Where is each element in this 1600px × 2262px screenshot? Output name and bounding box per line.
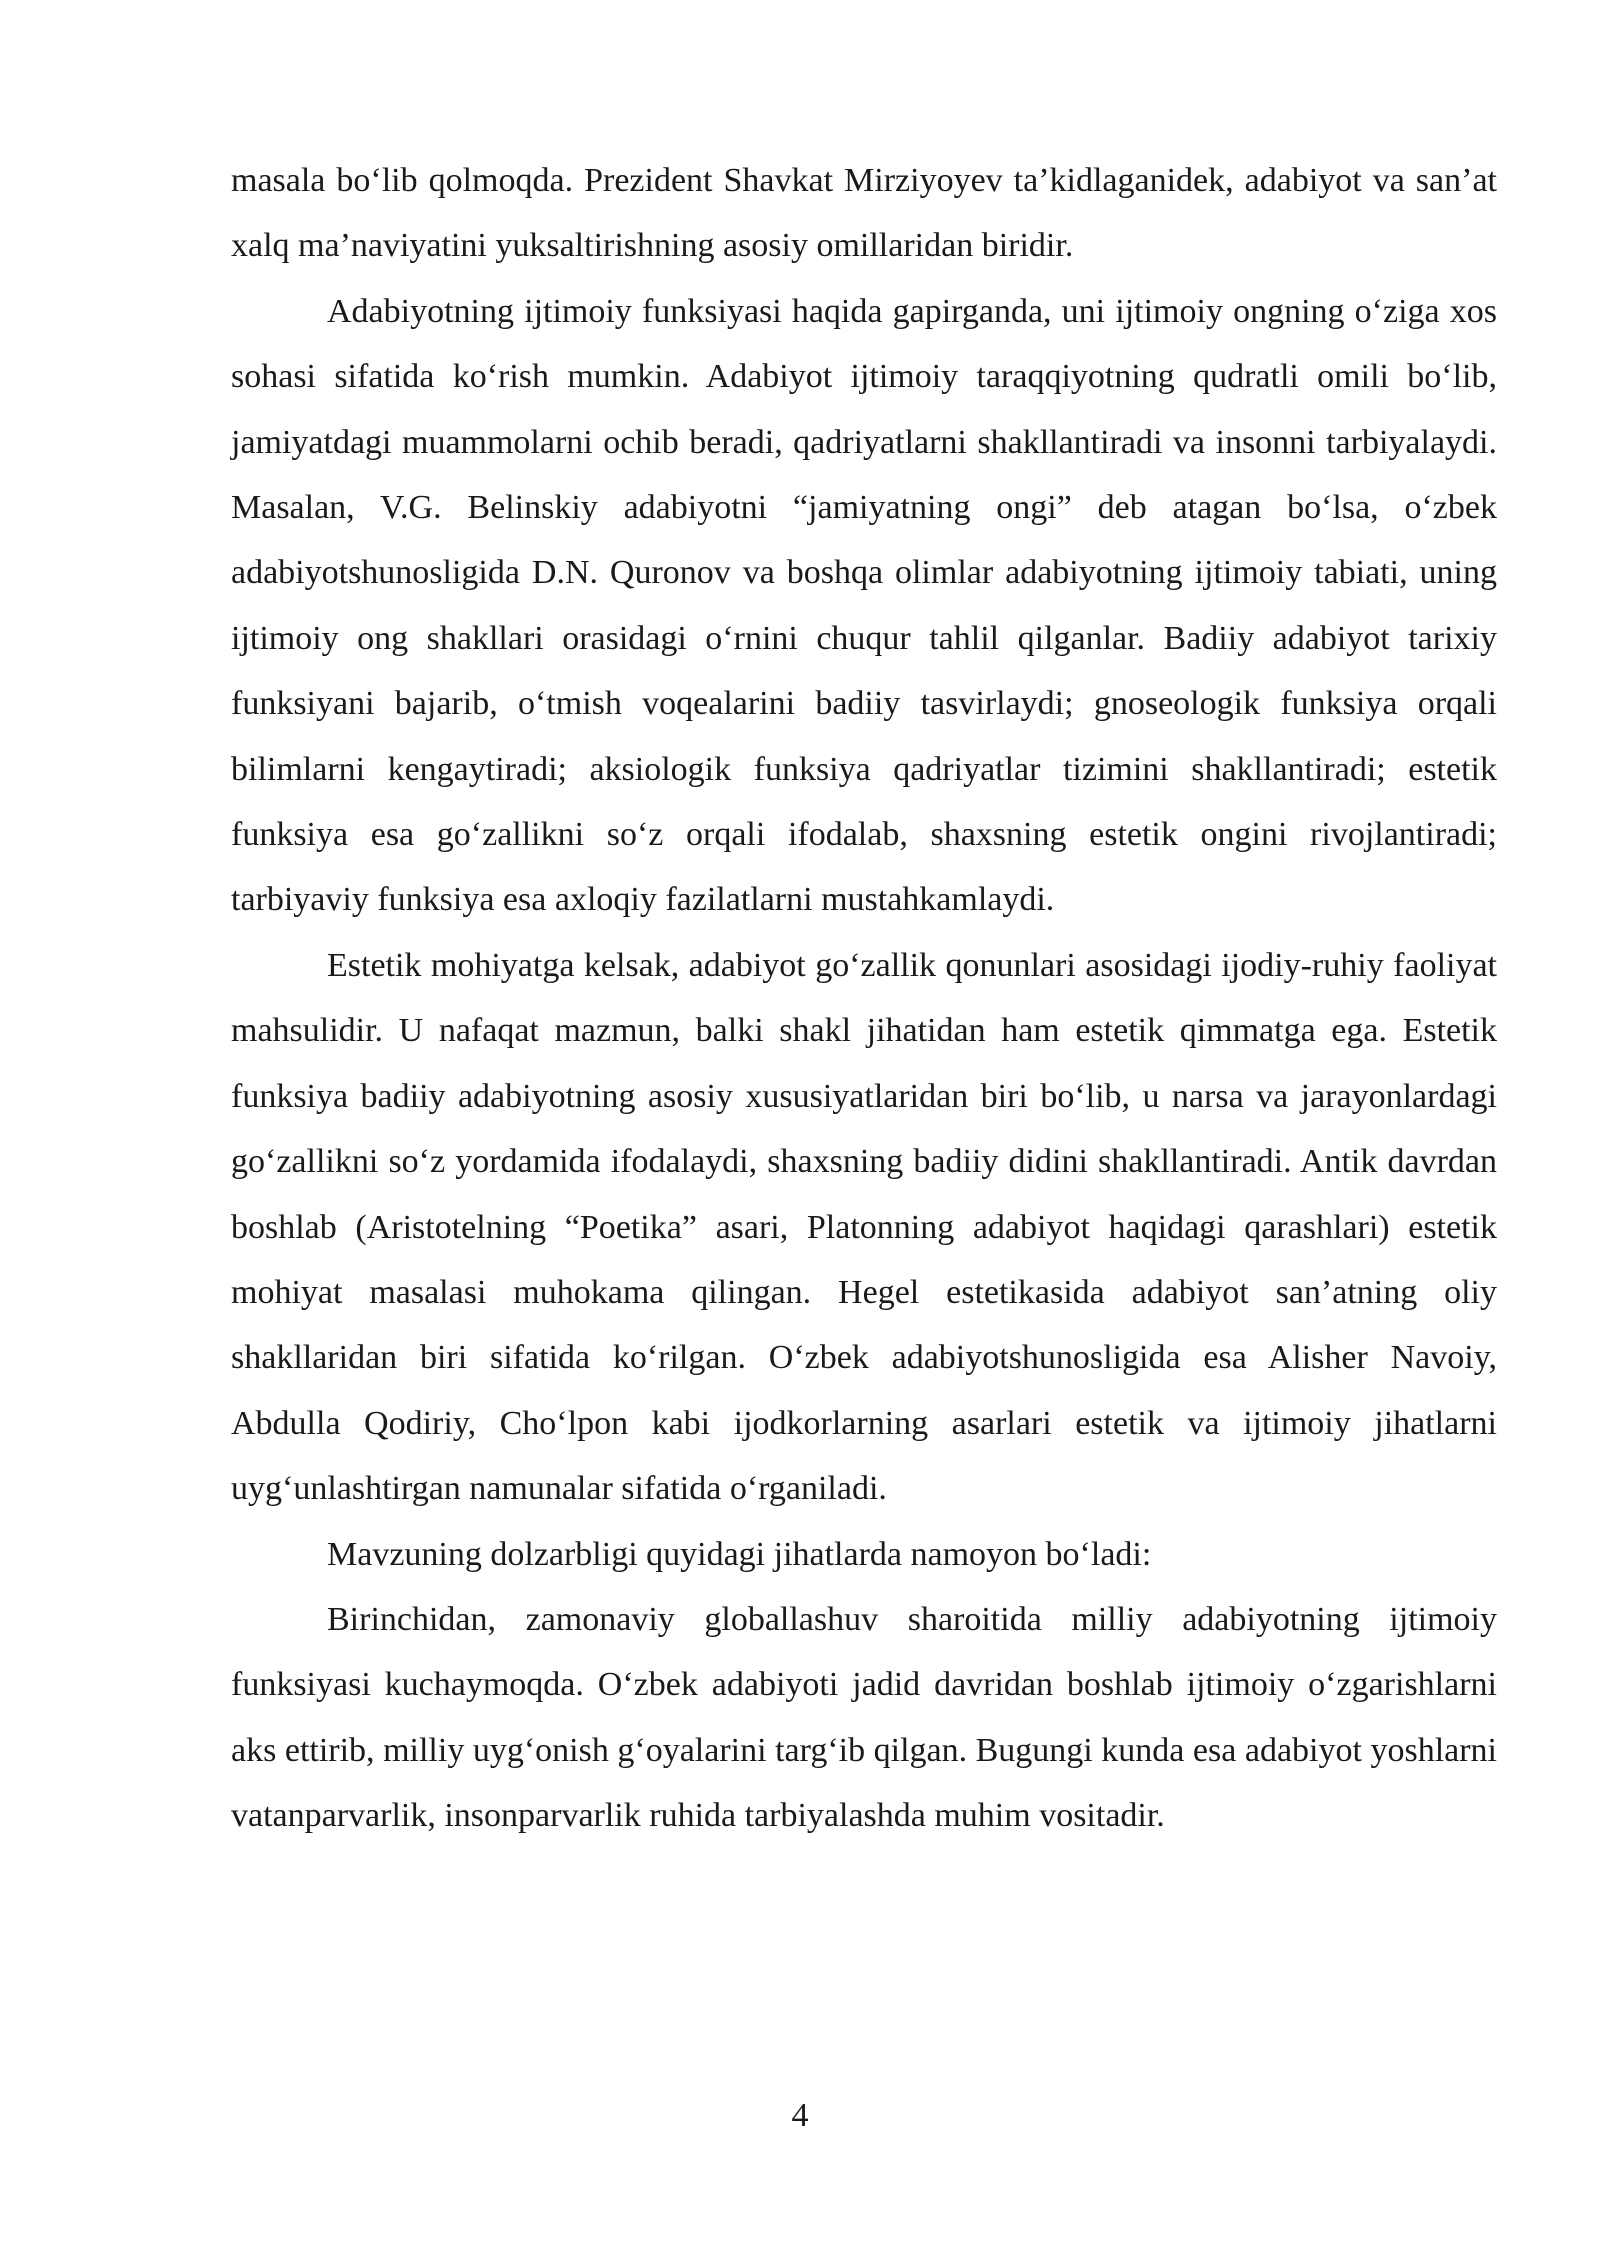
body-text xyxy=(231,148,1497,1849)
paragraph: Adabiyotning ijtimoiy funksiyasi haqida gapirganda, uni ijtimoiy ongning o‘ziga xos sohasi sifatida ko‘rish mumkin. Adabiyot ijtimoiy taraqqiyotning qudratli omili bo‘lib, jamiyatdagi muammolarni ochib beradi, qadriyatlarni shakllantiradi va insonni tarbiyalaydi. Masalan, V.G. Belinskiy adabiyotni “jamiyatning ongi” deb atagan bo‘lsa, o‘zbek adabiyotshunosligida D.N. Quronov va boshqa olimlar adabiyotning ijtimoiy tabiati, uning ijtimoiy ong shakllari orasidagi o‘rnini chuqur tahlil qilganlar. Badiiy adabiyot tarixiy funksiyani bajarib, o‘tmish voqealarini badiiy tasvirlaydi; gnoseologik funksiya orqali bilimlarni kengaytiradi; aksiologik funksiya qadriyatlar tizimini shakllantiradi; estetik funksiya esa go‘zallikni so‘z orqali ifodalab, shaxsning estetik ongini rivojlantiradi; tarbiyaviy funksiya esa axloqiy fazilatlarni mustahkamlaydi. xyxy=(231,292,1497,919)
page-number: 4 xyxy=(791,2097,809,2134)
paragraph: Estetik mohiyatga kelsak, adabiyot go‘zallik qonunlari asosidagi ijodiy-ruhiy faoliyat mahsulidir. U nafaqat mazmun, balki shakl jihatidan ham estetik qimmatga ega. Estetik funksiya badiiy adabiyotning asosiy xususiyatlaridan biri bo‘lib, u narsa va jarayonlardagi go‘zallikni so‘z yordamida ifodalaydi, shaxsning badiiy didini shakllantiradi. Antik davrdan boshlab (Aristotelning “Poetika” asari, Platonning adabiyot haqidagi qarashlari) estetik mohiyat masalasi muhokama qilingan. Hegel estetikasida adabiyot san’atning oliy shakllaridan biri sifatida ko‘rilgan. O‘zbek adabiyotshunosligida esa Alisher Navoiy, Abdulla Qodiriy, Cho‘lpon kabi ijodkorlarning asarlari estetik va ijtimoiy jihatlarni uyg‘unlashtirgan namunalar sifatida o‘rganiladi. xyxy=(231,946,1497,1508)
paragraph: Birinchidan, zamonaviy globallashuv sharoitida milliy adabiyotning ijtimoiy funksiyasi kuchaymoqda. O‘zbek adabiyoti jadid davridan boshlab ijtimoiy o‘zgarishlarni aks ettirib, milliy uyg‘onish g‘oyalarini targ‘ib qilgan. Bugungi kunda esa adabiyot yoshlarni vatanparvarlik, insonparvarlik ruhida tarbiyalashda muhim vositadir. xyxy=(231,1600,1497,1835)
paragraph: masala bo‘lib qolmoqda. Prezident Shavkat Mirziyoyev ta’kidlaganidek, adabiyot va san’at xalq ma’naviyatini yuksaltirishning asosiy omillaridan biridir. xyxy=(231,162,1497,265)
paragraph: Mavzuning dolzarbligi quyidagi jihatlarda namoyon bo‘ladi: xyxy=(327,1535,1152,1573)
